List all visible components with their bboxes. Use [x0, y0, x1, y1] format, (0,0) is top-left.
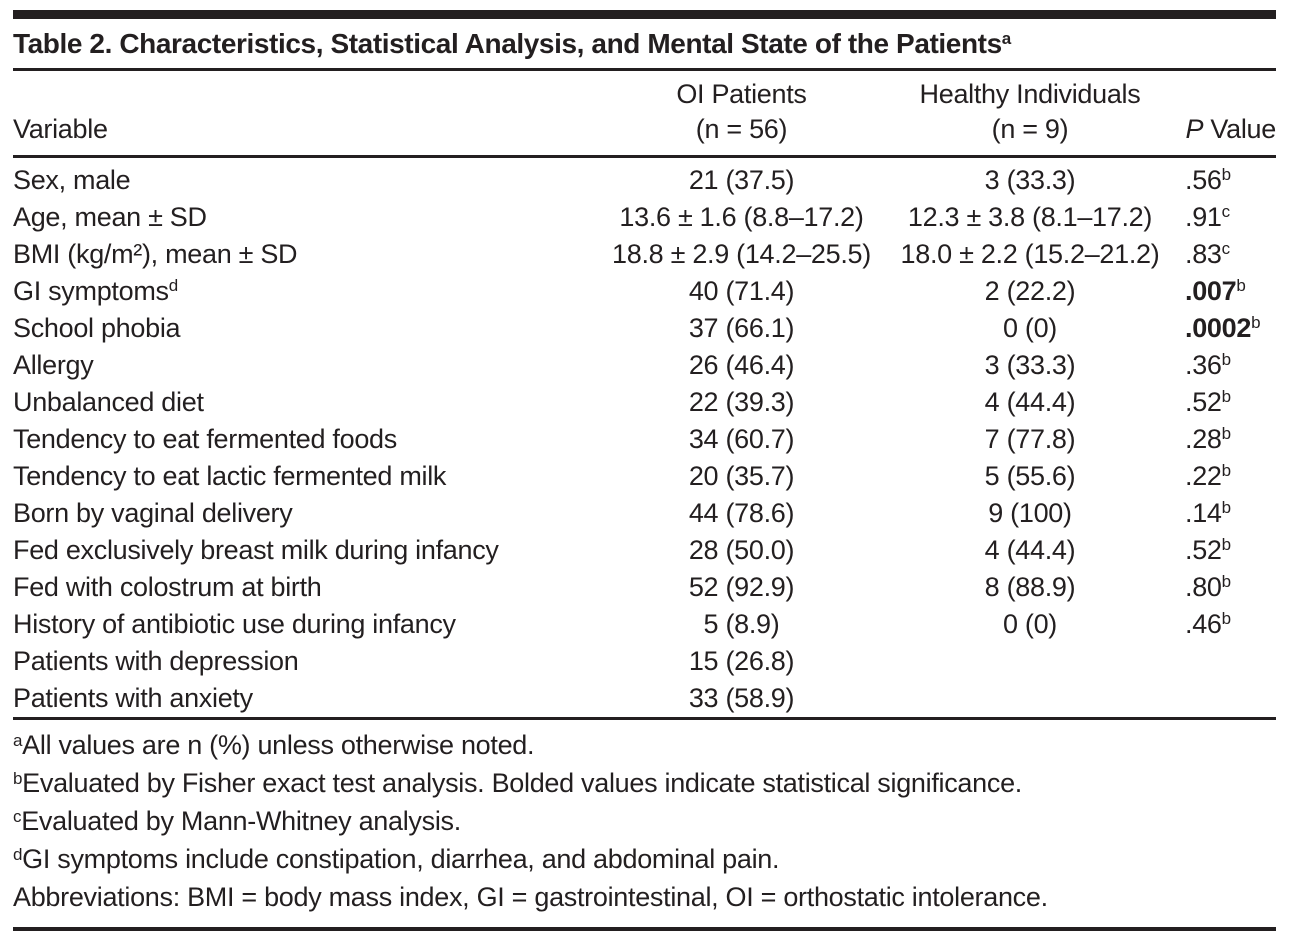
variable-cell [13, 421, 598, 458]
oi-patients-cell: 28 (50.0) [688, 535, 795, 565]
variable-header-label: Variable [13, 114, 108, 144]
healthy-individuals-cell: 3 (33.3) [984, 165, 1076, 195]
footnote-text: Abbreviations: BMI = body mass index, GI = gastrointestinal, OI = orthostatic intolerance. [13, 882, 1048, 912]
oi-patients-cell: 37 (66.1) [688, 313, 795, 343]
p-value: .46 [1185, 609, 1222, 639]
p-value-header-p: P [1185, 114, 1204, 144]
p-value: .52 [1185, 535, 1222, 565]
variable-label: BMI (kg/m²), mean ± SD [13, 239, 298, 269]
variable-label: Tendency to eat lactic fermented milk [13, 461, 447, 491]
p-value-header-rest: Value [1203, 114, 1276, 144]
table-title [13, 19, 1276, 68]
table-row [13, 421, 1276, 458]
p-value-cell [1175, 199, 1276, 236]
variable-label: History of antibiotic use during infancy [13, 609, 456, 639]
p-value-superscript: b [1221, 165, 1231, 184]
oi-patients-cell: 18.8 ± 2.9 (14.2–25.5) [612, 239, 871, 269]
table-row [13, 199, 1276, 236]
p-value-cell [1175, 236, 1276, 273]
p-value-cell [1175, 680, 1276, 717]
healthy-individuals-cell: 12.3 ± 3.8 (8.1–17.2) [907, 202, 1153, 232]
table-row [13, 310, 1276, 347]
table-row [13, 236, 1276, 273]
p-value-superscript: b [1221, 350, 1231, 369]
variable-cell [13, 384, 598, 421]
healthy-individuals-cell: 7 (77.8) [984, 424, 1076, 454]
variable-label: Fed with colostrum at birth [13, 572, 322, 602]
p-value-cell [1175, 458, 1276, 495]
variable-label: Tendency to eat fermented foods [13, 424, 397, 454]
oi-patients-header-n: (n = 56) [695, 114, 788, 144]
healthy-individuals-cell: 8 (88.9) [984, 572, 1076, 602]
footnote-text: Evaluated by Mann-Whitney analysis. [21, 806, 461, 836]
variable-cell [13, 643, 598, 680]
header-row [13, 71, 1276, 157]
p-value-cell [1175, 384, 1276, 421]
table-top-rule [13, 10, 1276, 19]
variable-label: Fed exclusively breast milk during infancy [13, 535, 499, 565]
variable-cell [13, 458, 598, 495]
variable-cell [13, 347, 598, 384]
table-body [13, 157, 1276, 718]
table-row [13, 532, 1276, 569]
p-value-cell [1175, 310, 1276, 347]
healthy-individuals-cell: 4 (44.4) [984, 387, 1076, 417]
p-value: .52 [1185, 387, 1222, 417]
variable-cell [13, 199, 598, 236]
oi-patients-cell: 20 (35.7) [688, 461, 795, 491]
healthy-individuals-cell: 9 (100) [988, 498, 1072, 528]
column-header-healthy-individuals [885, 71, 1175, 157]
p-value: .83 [1185, 239, 1222, 269]
p-value-superscript: b [1221, 535, 1231, 554]
footnote-a [13, 728, 1276, 766]
table-row [13, 643, 1276, 680]
oi-patients-cell: 15 (26.8) [688, 646, 795, 676]
p-value: .36 [1185, 350, 1222, 380]
oi-patients-cell: 44 (78.6) [688, 498, 795, 528]
variable-cell [13, 606, 598, 643]
variable-label: Sex, male [13, 165, 131, 195]
data-table [13, 71, 1276, 717]
p-value-superscript: c [1221, 202, 1230, 221]
table-row [13, 273, 1276, 310]
healthy-individuals-cell: 4 (44.4) [984, 535, 1076, 565]
footnote-d [13, 842, 1276, 880]
footnote-abbreviations [13, 880, 1276, 918]
table-title-text: Table 2. Characteristics, Statistical Analysis, and Mental State of the Patients [13, 28, 1002, 59]
p-value: .007 [1185, 276, 1237, 306]
p-value-superscript: b [1251, 313, 1261, 332]
table-row [13, 458, 1276, 495]
p-value-superscript: b [1221, 498, 1231, 517]
table-row [13, 157, 1276, 200]
variable-cell [13, 532, 598, 569]
healthy-individuals-cell: 2 (22.2) [984, 276, 1076, 306]
healthy-individuals-cell: 0 (0) [1002, 609, 1058, 639]
footnote-marker: b [13, 769, 23, 788]
p-value-cell [1175, 421, 1276, 458]
p-value-cell [1175, 273, 1276, 310]
p-value-superscript: b [1236, 276, 1246, 295]
p-value-superscript: b [1221, 572, 1231, 591]
p-value-cell [1175, 495, 1276, 532]
p-value-cell [1175, 157, 1276, 200]
footnote-text: GI symptoms include constipation, diarrhea, and abdominal pain. [22, 844, 780, 874]
p-value: .28 [1185, 424, 1222, 454]
table-row [13, 495, 1276, 532]
p-value-cell [1175, 606, 1276, 643]
healthy-individuals-cell: 18.0 ± 2.2 (15.2–21.2) [900, 239, 1160, 269]
p-value: .0002 [1185, 313, 1252, 343]
oi-patients-header-label: OI Patients [676, 79, 807, 109]
footnote-marker: a [13, 731, 23, 750]
column-header-p-value [1175, 71, 1276, 157]
variable-cell [13, 273, 598, 310]
column-header-variable [13, 71, 598, 157]
table-row [13, 680, 1276, 717]
oi-patients-cell: 33 (58.9) [688, 683, 795, 713]
p-value: .22 [1185, 461, 1222, 491]
variable-cell [13, 680, 598, 717]
variable-cell [13, 495, 598, 532]
variable-label: GI symptoms [13, 276, 169, 306]
oi-patients-cell: 13.6 ± 1.6 (8.8–17.2) [619, 202, 864, 232]
table-title-marker: a [1001, 29, 1011, 48]
variable-cell [13, 569, 598, 606]
variable-cell [13, 236, 598, 273]
variable-label: School phobia [13, 313, 181, 343]
variable-label: Age, mean ± SD [13, 202, 207, 232]
footnotes [13, 720, 1276, 927]
table-header [13, 71, 1276, 157]
healthy-individuals-cell: 0 (0) [1002, 313, 1058, 343]
variable-superscript: d [168, 276, 178, 295]
p-value: .56 [1185, 165, 1222, 195]
footnote-text: Evaluated by Fisher exact test analysis. Bolded values indicate statistical significance. [22, 768, 1022, 798]
oi-patients-cell: 52 (92.9) [688, 572, 795, 602]
healthy-individuals-cell: 3 (33.3) [984, 350, 1076, 380]
table-bottom-rule [13, 927, 1276, 931]
p-value-cell [1175, 532, 1276, 569]
p-value: .14 [1185, 498, 1222, 528]
footnote-c [13, 804, 1276, 842]
healthy-individuals-cell [885, 643, 1175, 680]
oi-patients-cell: 40 (71.4) [688, 276, 795, 306]
variable-label: Patients with depression [13, 646, 299, 676]
healthy-individuals-header-n: (n = 9) [991, 114, 1069, 144]
variable-cell [13, 157, 598, 200]
variable-label: Unbalanced diet [13, 387, 204, 417]
variable-label: Allergy [13, 350, 94, 380]
oi-patients-cell: 22 (39.3) [688, 387, 795, 417]
p-value-superscript: b [1221, 387, 1231, 406]
table-row [13, 384, 1276, 421]
p-value-superscript: b [1221, 424, 1231, 443]
healthy-individuals-cell [885, 680, 1175, 717]
variable-cell [13, 310, 598, 347]
p-value-superscript: c [1221, 239, 1230, 258]
table-row [13, 606, 1276, 643]
variable-label: Born by vaginal delivery [13, 498, 293, 528]
p-value-cell [1175, 347, 1276, 384]
footnote-marker: d [13, 845, 23, 864]
table-row [13, 569, 1276, 606]
oi-patients-cell: 21 (37.5) [688, 165, 795, 195]
p-value-superscript: b [1221, 609, 1231, 628]
p-value-cell [1175, 569, 1276, 606]
footnote-b [13, 766, 1276, 804]
variable-label: Patients with anxiety [13, 683, 253, 713]
column-header-oi-patients [598, 71, 885, 157]
footnote-marker: c [13, 807, 22, 826]
p-value: .80 [1185, 572, 1222, 602]
p-value-superscript: b [1221, 461, 1231, 480]
journal-table-figure [13, 10, 1276, 931]
oi-patients-cell: 34 (60.7) [688, 424, 795, 454]
footnote-text: All values are n (%) unless otherwise noted. [22, 730, 535, 760]
oi-patients-cell: 26 (46.4) [688, 350, 795, 380]
oi-patients-cell: 5 (8.9) [703, 609, 780, 639]
p-value: .91 [1185, 202, 1222, 232]
p-value-cell [1175, 643, 1276, 680]
healthy-individuals-cell: 5 (55.6) [984, 461, 1076, 491]
table-row [13, 347, 1276, 384]
healthy-individuals-header-label: Healthy Individuals [919, 79, 1141, 109]
